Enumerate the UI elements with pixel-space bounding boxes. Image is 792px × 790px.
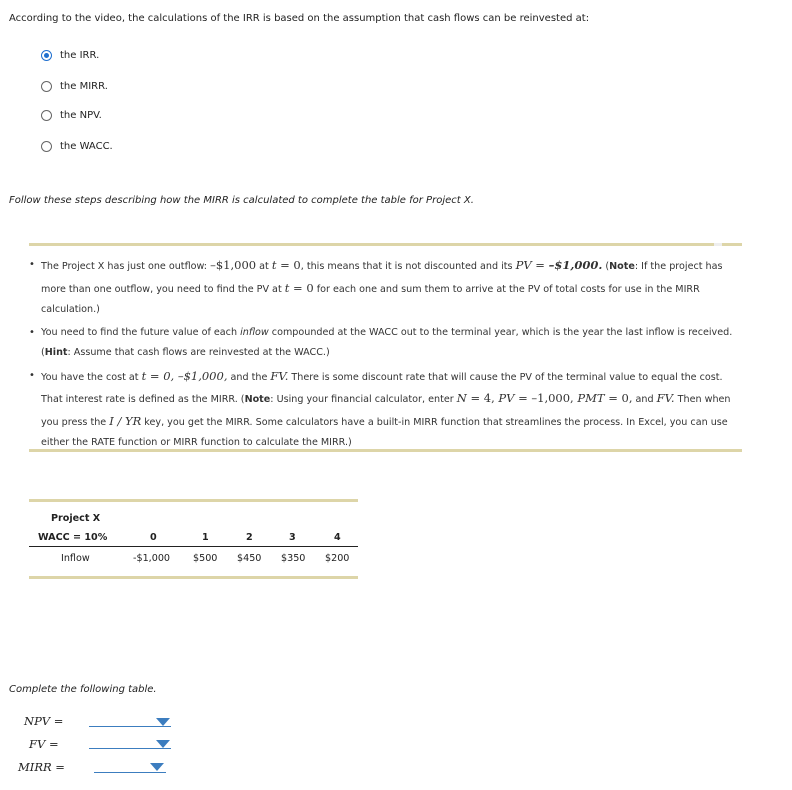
- table-wacc: WACC = 10%: [38, 532, 108, 543]
- steps-list: [0, 255, 745, 456]
- year-header: 2: [246, 532, 253, 543]
- table-cell: -$1,000: [133, 553, 171, 564]
- instruction-text: Follow these steps describing how the MIRR is calculated to complete the table for Project X.: [9, 195, 474, 206]
- option-label: the MIRR.: [60, 81, 108, 92]
- option-irr[interactable]: [41, 50, 99, 61]
- year-header: 0: [150, 532, 157, 543]
- year-header: 1: [202, 532, 209, 543]
- mirr-label: MIRR =: [18, 760, 65, 774]
- radio-button[interactable]: [41, 110, 52, 121]
- option-npv[interactable]: [41, 110, 102, 121]
- year-header: 3: [289, 532, 296, 543]
- step-3: • You have the cost at t = 0, –$1,000, and the FV. There is some discount rate that will cause the PV of the terminal value to equal the cost. That interest rate is defined as the MIRR. (Note: Using your financial calculator, enter N = 4, PV = –1,000, PMT = 0, and FV. Then when you press the I / YR key, you get the MIRR. Some calculators have a built-in MIRR function that streamlines the process. In Excel, you can use either the RATE function or MIRR function to calculate the MIRR.): [0, 366, 745, 454]
- radio-button-selected[interactable]: [41, 50, 52, 61]
- option-mirr[interactable]: [41, 81, 108, 92]
- option-wacc[interactable]: [41, 141, 113, 152]
- step-2: • You need to find the future value of each inflow compounded at the WACC out to the terminal year, which is the year the last inflow is received. (Hint: Assume that cash flows are reinvested at the WACC.): [0, 323, 745, 364]
- fv-label: FV =: [29, 737, 59, 751]
- table-cell: $350: [281, 553, 306, 564]
- step-1: • The Project X has just one outflow: –$1,000 at t = 0, this means that it is not discounted and its PV = –$1,000. (Note: If the project has more than one outflow, you need to find the PV at t = 0 for each one and sum them to arrive at the PV of total costs for use in the MIRR calculation.): [0, 255, 745, 321]
- complete-table-label: Complete the following table.: [9, 684, 157, 695]
- table-cell: $200: [325, 553, 350, 564]
- radio-button[interactable]: [41, 141, 52, 152]
- radio-button[interactable]: [41, 81, 52, 92]
- option-label: the WACC.: [60, 141, 113, 152]
- table-divider: [29, 546, 358, 547]
- chevron-down-icon[interactable]: [150, 763, 164, 771]
- question-text: According to the video, the calculations of the IRR is based on the assumption that cash flows can be reinvested at:: [9, 13, 590, 24]
- table-cell: $500: [193, 553, 218, 564]
- chevron-down-icon[interactable]: [156, 718, 170, 726]
- chevron-down-icon[interactable]: [156, 740, 170, 748]
- row-label: Inflow: [61, 553, 90, 564]
- table-title: Project X: [51, 513, 101, 524]
- table-cell: $450: [237, 553, 262, 564]
- option-label: the IRR.: [60, 50, 100, 61]
- npv-label: NPV =: [24, 714, 64, 728]
- option-label: the NPV.: [60, 110, 102, 121]
- year-header: 4: [334, 532, 341, 543]
